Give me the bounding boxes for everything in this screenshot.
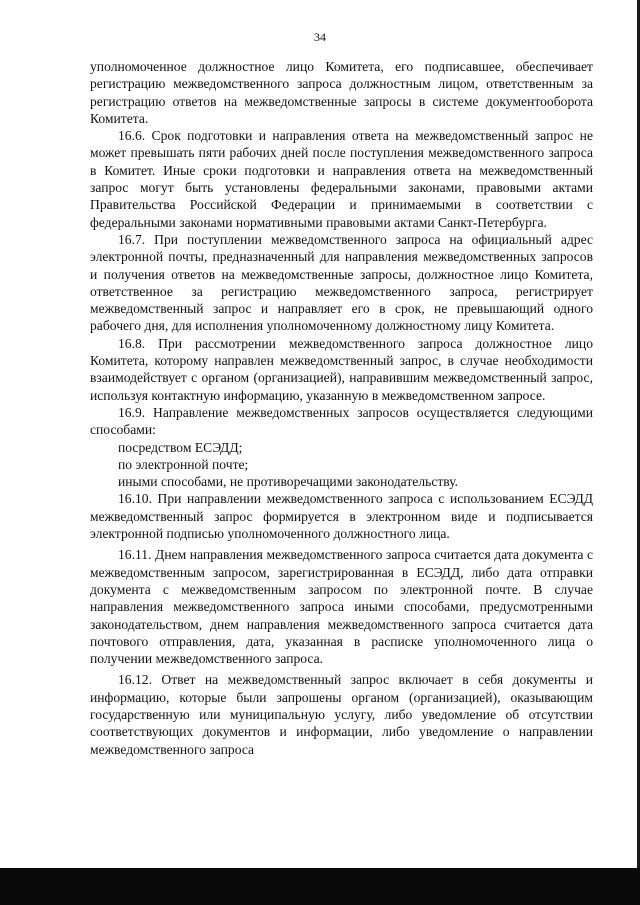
paragraph-16-9: 16.9. Направление межведомственных запросов осуществляется следующими способами: (90, 404, 593, 438)
paragraph-16-12: 16.12. Ответ на межведомственный запрос включает в себя документы и информацию, которые были запрошены органом (организацией), оказывающим государственную или муниципальную услугу, либо уведомление об отсутствии соответствующих документов и информации, либо уведомление о направлении межведомственного запроса (90, 672, 593, 757)
paragraph-16-5-continuation: уполномоченное должностное лицо Комитета, его подписавшее, обеспечивает регистрацию межведомственного запроса должностным лицом, ответственным за регистрацию ответов на межведомственные запросы в системе документооборота Комитета. (90, 59, 593, 126)
document-body (90, 58, 593, 758)
paragraph-16-7: 16.7. При поступлении межведомственного запроса на официальный адрес электронной почты, предназначенный для направления межведомственных запросов и получения ответов на межведомственные запросы, должностное лицо Комитета, ответственное за регистрацию межведомственного запроса, регистрирует межведомственный запрос и направляет его в срок, не превышающий одного рабочего дня, для исполнения уполномоченному должностному лицу Комитета. (90, 231, 593, 334)
paragraph-16-8: 16.8. При рассмотрении межведомственного запроса должностное лицо Комитета, которому направлен межведомственный запрос, в случае необходимости взаимодействует с органом (организацией), направившим межведомственный запрос, используя контактную информацию, указанную в межведомственном запросе. (90, 335, 593, 403)
list-item-other-methods: иными способами, не противоречащими законодательству. (118, 474, 459, 490)
page-number: 34 (314, 30, 326, 44)
paragraph-16-10: 16.10. При направлении межведомственного запроса с использованием ЕСЭДД межведомственный запрос формируется в электронном виде и подписывается электронной подписью уполномоченного должностного лица. (90, 491, 593, 542)
scan-bottom-bar (0, 868, 640, 905)
paragraph-16-11: 16.11. Днем направления межведомственного запроса считается дата документа с межведомственным запросом, зарегистрированная в ЕСЭДД, либо дата отправки документа с межведомственным запросом по электронной почте. В случае направления межведомственного запроса иными способами, предусмотренными законодательством, днем направления межведомственного запроса считается дата почтового отправления, дата, указанная в расписке уполномоченного лица о получении межведомственного запроса. (90, 547, 593, 667)
list-item-esedd: посредством ЕСЭДД; (118, 439, 243, 455)
list-item-email: по электронной почте; (118, 456, 249, 472)
paragraph-16-6: 16.6. Срок подготовки и направления ответа на межведомственный запрос не может превышать пяти рабочих дней после поступления межведомственного запроса в Комитет. Иные сроки подготовки и направления ответа на межведомственный запрос могут быть установлены федеральными законами, правовыми актами Правительства Российской Федерации и принимаемыми в соответствии с федеральными законами нормативными правовыми актами Санкт-Петербурга. (90, 128, 593, 230)
